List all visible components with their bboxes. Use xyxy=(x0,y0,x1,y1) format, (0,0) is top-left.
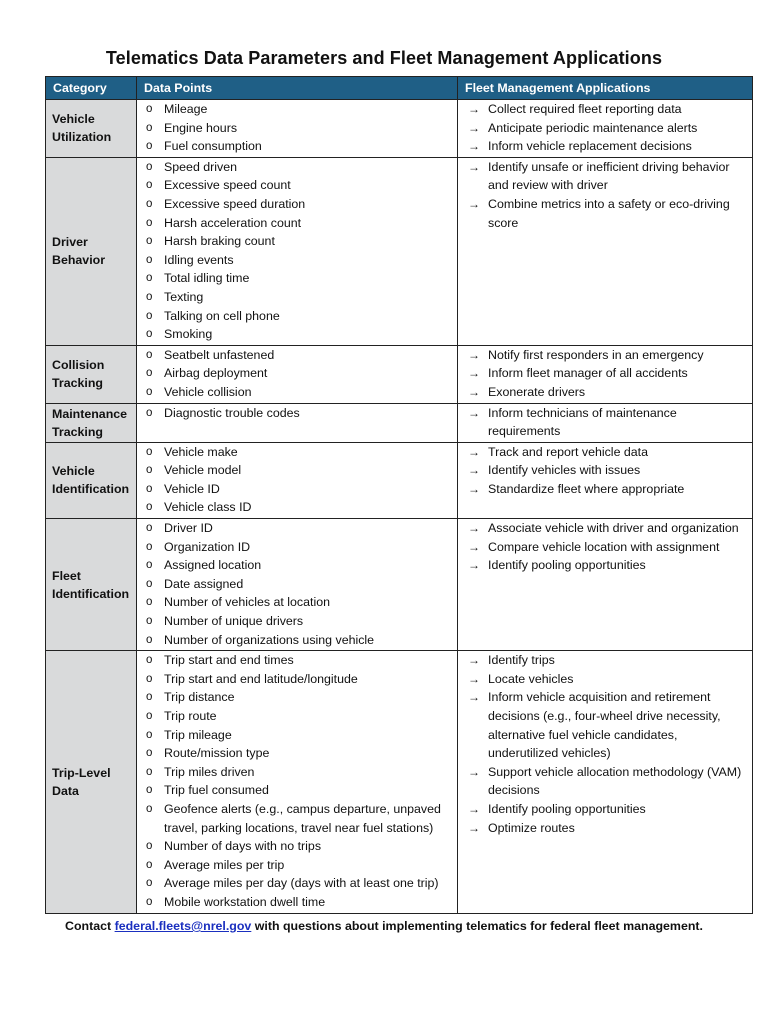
application-item: → Anticipate periodic maintenance alerts xyxy=(468,119,746,138)
applications-list xyxy=(458,404,752,442)
application-item: → Support vehicle allocation methodology (VAM) decisions xyxy=(468,763,746,800)
data-point-item: o Trip miles driven xyxy=(145,763,453,782)
category-cell xyxy=(46,651,137,913)
data-point-item: o Harsh braking count xyxy=(145,232,453,251)
applications-cell xyxy=(458,403,753,442)
category-cell xyxy=(46,157,137,345)
applications-list xyxy=(458,443,752,500)
data-point-item: o Fuel consumption xyxy=(145,137,453,156)
email-link[interactable]: federal.fleets@nrel.gov xyxy=(114,919,252,933)
data-point-item: o Talking on cell phone xyxy=(145,307,453,326)
data-points-list xyxy=(137,404,457,424)
data-point-item: o Harsh acceleration count xyxy=(145,214,453,233)
data-point-item: o Average miles per day (days with at least one trip) xyxy=(145,874,453,893)
application-item: → Identify pooling opportunities xyxy=(468,800,746,819)
data-points-list xyxy=(137,443,457,518)
data-point-item: o Geofence alerts (e.g., campus departure, unpaved travel, parking locations, travel near fuel stations) xyxy=(145,800,453,837)
footer-prefix: Contact xyxy=(65,919,115,933)
data-point-item: o Number of days with no trips xyxy=(145,837,453,856)
category-label-line: Maintenance xyxy=(52,406,128,421)
category-label-line: Data xyxy=(52,783,79,798)
category-label-line: Tracking xyxy=(52,424,103,439)
category-label-line: Identification xyxy=(52,482,130,497)
application-item: → Collect required fleet reporting data xyxy=(468,100,746,119)
category-cell xyxy=(46,519,137,651)
data-point-item: o Seatbelt unfastened xyxy=(145,346,453,365)
application-item: → Exonerate drivers xyxy=(468,383,746,402)
applications-list xyxy=(458,100,752,157)
data-point-item: o Trip fuel consumed xyxy=(145,781,453,800)
data-point-item: o Excessive speed duration xyxy=(145,195,453,214)
contact-footer xyxy=(0,919,768,933)
footer-suffix: with questions about implementing telematics for federal fleet management. xyxy=(251,919,703,933)
category-label-line: Identification xyxy=(52,586,130,601)
data-point-item: o Trip route xyxy=(145,707,453,726)
category-label-line: Collision xyxy=(52,358,105,373)
table-row xyxy=(46,345,753,403)
table-row xyxy=(46,100,753,158)
data-point-item: o Vehicle model xyxy=(145,461,453,480)
data-point-item: o Number of organizations using vehicle xyxy=(145,631,453,650)
category-label-line: Trip-Level xyxy=(52,765,111,780)
data-points-list xyxy=(137,651,457,912)
category-label-line: Tracking xyxy=(52,376,103,391)
data-point-item: o Vehicle make xyxy=(145,443,453,462)
application-item: → Track and report vehicle data xyxy=(468,443,746,462)
data-point-item: o Mobile workstation dwell time xyxy=(145,893,453,912)
category-label-line: Driver xyxy=(52,235,88,250)
applications-list xyxy=(458,519,752,576)
category-cell xyxy=(46,403,137,442)
category-cell xyxy=(46,100,137,158)
data-point-item: o Airbag deployment xyxy=(145,364,453,383)
data-points-list xyxy=(137,346,457,403)
data-point-item: o Mileage xyxy=(145,100,453,119)
data-point-item: o Smoking xyxy=(145,325,453,344)
page-title: Telematics Data Parameters and Fleet Management Applications xyxy=(105,48,663,68)
data-point-item: o Trip start and end times xyxy=(145,651,453,670)
data-point-item: o Engine hours xyxy=(145,119,453,138)
data-point-item: o Trip distance xyxy=(145,688,453,707)
data-point-item: o Date assigned xyxy=(145,575,453,594)
data-points-cell xyxy=(137,403,458,442)
data-point-item: o Excessive speed count xyxy=(145,176,453,195)
telematics-table xyxy=(45,76,753,914)
data-point-item: o Number of unique drivers xyxy=(145,612,453,631)
table-row xyxy=(46,403,753,442)
data-points-cell xyxy=(137,100,458,158)
data-point-item: o Texting xyxy=(145,288,453,307)
application-item: → Inform technicians of maintenance requirements xyxy=(468,404,746,441)
application-item: → Inform fleet manager of all accidents xyxy=(468,364,746,383)
application-item: → Inform vehicle replacement decisions xyxy=(468,137,746,156)
data-point-item: o Idling events xyxy=(145,251,453,270)
data-points-list xyxy=(137,100,457,157)
data-point-item: o Average miles per trip xyxy=(145,856,453,875)
category-cell xyxy=(46,345,137,403)
table-row xyxy=(46,442,753,518)
data-points-cell xyxy=(137,519,458,651)
table-header-row xyxy=(46,77,753,100)
data-point-item: o Vehicle collision xyxy=(145,383,453,402)
applications-cell xyxy=(458,519,753,651)
application-item: → Notify first responders in an emergency xyxy=(468,346,746,365)
category-label-line: Vehicle xyxy=(52,464,95,479)
category-cell xyxy=(46,442,137,518)
application-item: → Combine metrics into a safety or eco-driving score xyxy=(468,195,746,232)
data-point-item: o Assigned location xyxy=(145,556,453,575)
column-header-data-points: Data Points xyxy=(137,77,458,100)
data-point-item: o Speed driven xyxy=(145,158,453,177)
table-row xyxy=(46,157,753,345)
application-item: → Identify pooling opportunities xyxy=(468,556,746,575)
data-point-item: o Trip mileage xyxy=(145,726,453,745)
application-item: → Identify vehicles with issues xyxy=(468,461,746,480)
data-points-list xyxy=(137,519,457,650)
data-point-item: o Vehicle ID xyxy=(145,480,453,499)
application-item: → Locate vehicles xyxy=(468,670,746,689)
column-header-category: Category xyxy=(46,77,137,100)
applications-list xyxy=(458,651,752,838)
applications-cell xyxy=(458,345,753,403)
data-point-item: o Route/mission type xyxy=(145,744,453,763)
table-row xyxy=(46,519,753,651)
category-label-line: Behavior xyxy=(52,253,106,268)
application-item: → Identify unsafe or inefficient driving behavior and review with driver xyxy=(468,158,746,195)
applications-cell xyxy=(458,651,753,913)
data-point-item: o Driver ID xyxy=(145,519,453,538)
application-item: → Optimize routes xyxy=(468,819,746,838)
application-item: → Standardize fleet where appropriate xyxy=(468,480,746,499)
application-item: → Inform vehicle acquisition and retirement decisions (e.g., four-wheel drive necessity, alternative fuel vehicle candidates, underutilized vehicles) xyxy=(468,688,746,762)
application-item: → Associate vehicle with driver and organization xyxy=(468,519,746,538)
applications-list xyxy=(458,346,752,403)
data-points-cell xyxy=(137,651,458,913)
data-points-cell xyxy=(137,345,458,403)
category-label-line: Fleet xyxy=(52,568,81,583)
data-points-cell xyxy=(137,442,458,518)
applications-cell xyxy=(458,157,753,345)
application-item: → Compare vehicle location with assignment xyxy=(468,538,746,557)
table-row xyxy=(46,651,753,913)
data-point-item: o Diagnostic trouble codes xyxy=(145,404,453,423)
data-point-item: o Organization ID xyxy=(145,538,453,557)
category-label-line: Utilization xyxy=(52,130,112,145)
table-body xyxy=(46,100,753,914)
applications-list xyxy=(458,158,752,233)
data-point-item: o Number of vehicles at location xyxy=(145,593,453,612)
application-item: → Identify trips xyxy=(468,651,746,670)
data-point-item: o Total idling time xyxy=(145,269,453,288)
category-label-line: Vehicle xyxy=(52,112,95,127)
column-header-applications: Fleet Management Applications xyxy=(458,77,753,100)
data-points-cell xyxy=(137,157,458,345)
data-points-list xyxy=(137,158,457,345)
data-point-item: o Trip start and end latitude/longitude xyxy=(145,670,453,689)
applications-cell xyxy=(458,100,753,158)
applications-cell xyxy=(458,442,753,518)
data-point-item: o Vehicle class ID xyxy=(145,498,453,517)
